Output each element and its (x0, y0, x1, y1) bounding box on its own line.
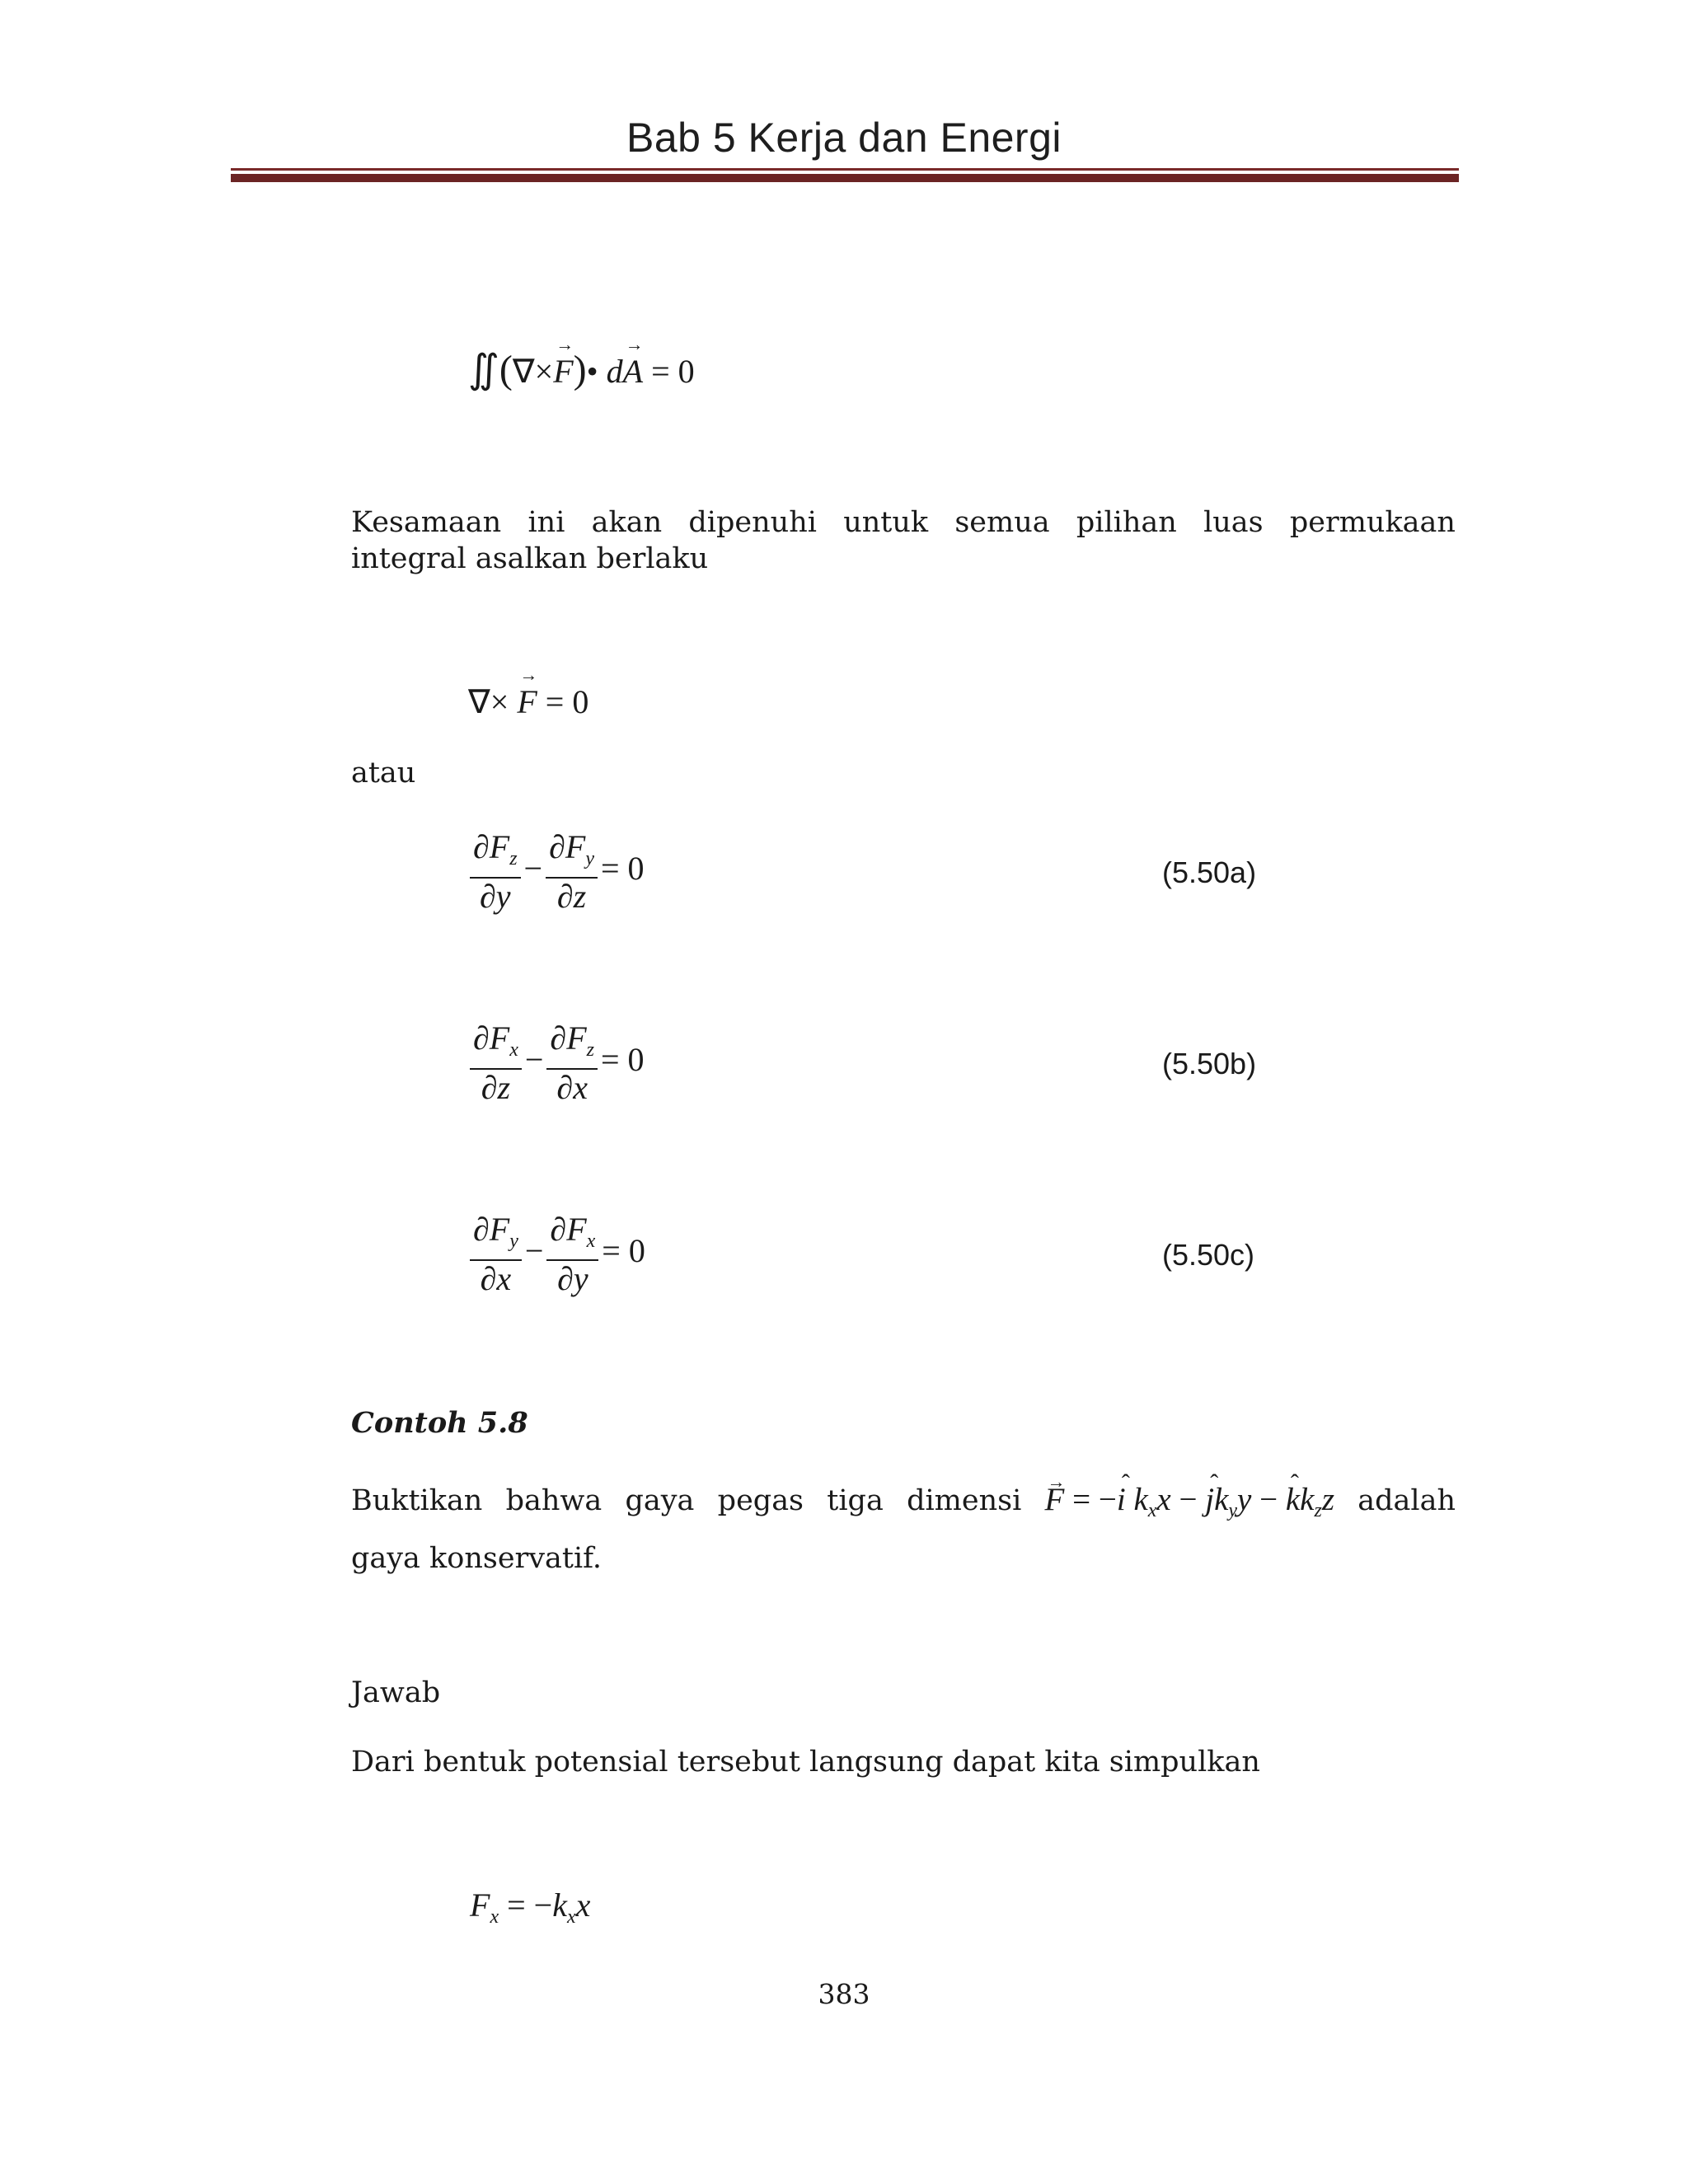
equation-number-5-50c: (5.50c) (1162, 1238, 1255, 1272)
header-rule-thick (231, 174, 1459, 182)
word: pegas (717, 1484, 804, 1517)
chapter-header: Bab 5 Kerja dan Energi (626, 115, 1062, 161)
equation-number-5-50a: (5.50a) (1162, 855, 1257, 889)
fraction: $\frac{\partial F_z}{\partial x}$ (546, 1020, 598, 1106)
paragraph-line-2: integral asalkan berlaku (351, 542, 709, 575)
word: dipenuhi (688, 506, 817, 539)
word: semua (954, 506, 1050, 539)
word: akan (591, 506, 663, 539)
example-statement (351, 1482, 1456, 1577)
example-line-1 (351, 1482, 1456, 1529)
fraction: $\frac{\partial F_y}{\partial x}$ (470, 1212, 522, 1297)
word: gaya (625, 1484, 695, 1517)
equation-5-50a: $\frac{\partial F_z}{\partial y}$ − $\frac{\partial F_y}{\partial z}$ = 0 (467, 829, 645, 915)
header-rule-thin (231, 168, 1459, 171)
fraction: $\frac{\partial F_x}{\partial z}$ (470, 1020, 522, 1106)
equation-5-50c: $\frac{\partial F_y}{\partial x}$ − $\frac{\partial F_x}{\partial y}$ = 0 (467, 1212, 645, 1297)
word: permukaan (1289, 506, 1456, 539)
word: untuk (843, 506, 929, 539)
equation-number-5-50b: (5.50b) (1162, 1047, 1257, 1080)
equation-fx: $F_x = -k_xx$ (470, 1886, 591, 1928)
fraction: $\frac{\partial F_y}{\partial z}$ (546, 829, 598, 915)
paragraph-line-1 (351, 504, 1456, 541)
text-jawab: Jawab (351, 1676, 441, 1709)
equation-surface-integral: ∬(∇×→ F)• d→ A = 0 (468, 346, 695, 392)
word: dimensi (907, 1484, 1022, 1517)
text-atau: atau (351, 757, 416, 790)
word: Buktikan (351, 1484, 483, 1517)
text-conclusion: Dari bentuk potensial tersebut langsung dapat kita simpulkan (351, 1746, 1260, 1779)
paragraph-kesamaan (351, 504, 1456, 577)
example-heading: Contoh 5.8 (351, 1406, 528, 1440)
equation-curl-zero: ∇× → F = 0 (468, 682, 588, 721)
equation-5-50b: $\frac{\partial F_x}{\partial z}$ − $\frac{\partial F_z}{\partial x}$ = 0 (467, 1020, 645, 1106)
word: adalah (1357, 1484, 1456, 1517)
word: Kesamaan (351, 506, 502, 539)
page-number: 383 (818, 1978, 870, 2010)
example-line-2: gaya konservatif. (351, 1542, 602, 1575)
word: luas (1203, 506, 1264, 539)
fraction: $\frac{\partial F_z}{\partial y}$ (470, 829, 521, 915)
word: tiga (827, 1484, 884, 1517)
word: ini (528, 506, 565, 539)
spring-force-formula: → F = −ˆ i $k_xx$ − ˆ $jk_yy$ − ˆ $kk_zz$ (1045, 1482, 1334, 1529)
word: pilihan (1076, 506, 1177, 539)
fraction: $\frac{\partial F_x}{\partial y}$ (546, 1212, 598, 1297)
word: bahwa (505, 1484, 603, 1517)
